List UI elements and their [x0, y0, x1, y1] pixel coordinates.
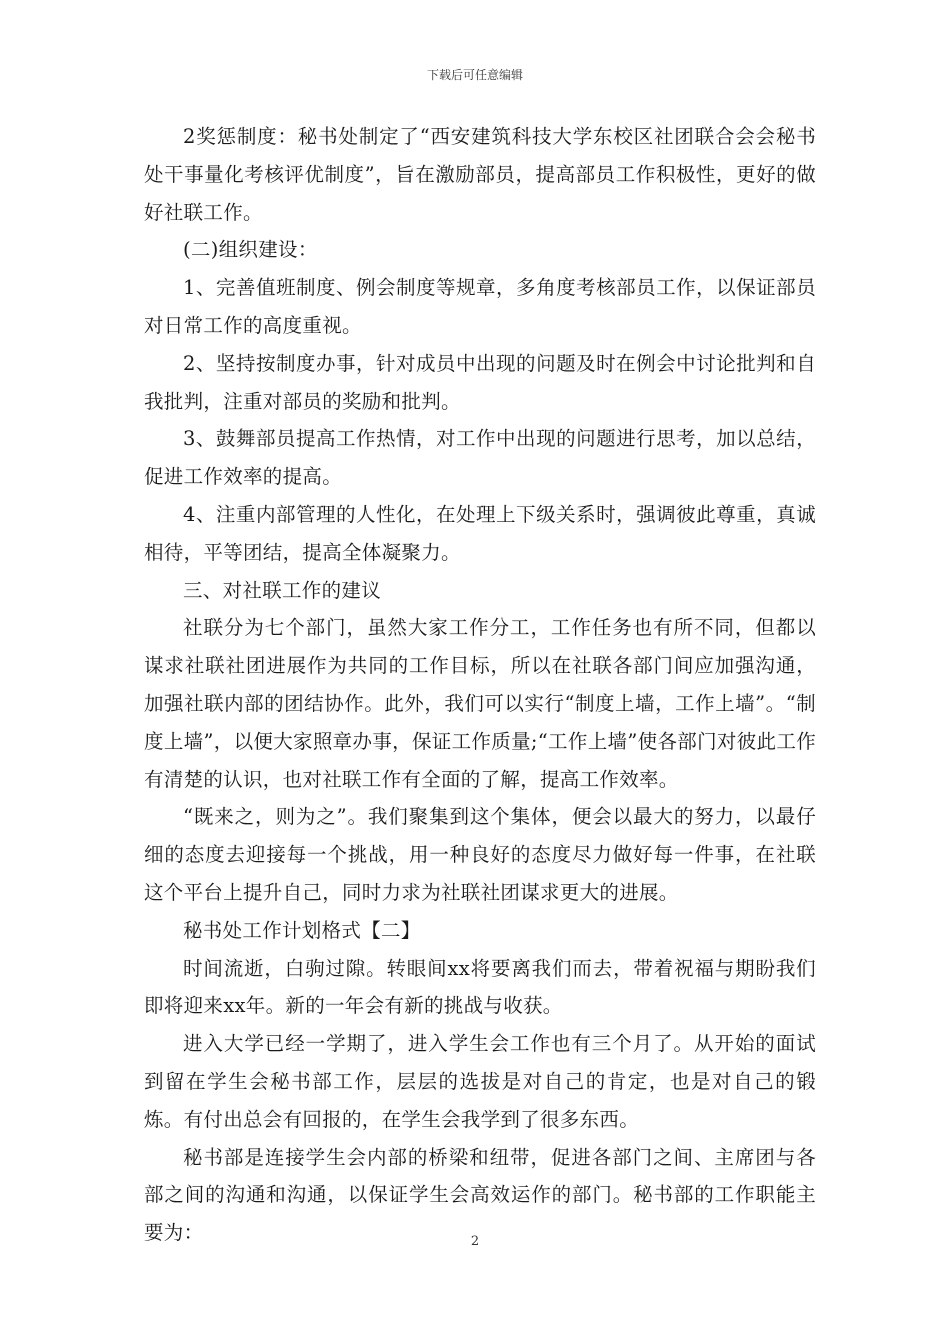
section-heading-organization: (二)组织建设：: [183, 238, 318, 262]
section-heading-plan-format-two: 秘书处工作计划格式【二】: [183, 918, 421, 942]
paragraph-commitment: “既来之，则为之”。我们聚集到这个集体，便会以最大的努力，以最仔细的态度去迎接每一个挑战，用一种良好的态度尽力做好每一件事，在社联这个平台上提升自己，同时力求为社联社团谋求更大的进展。: [144, 805, 816, 904]
list-item-2: 2、坚持按制度办事，针对成员中出现的问题及时在例会中讨论批判和自我批判，注重对部员的奖励和批判。: [144, 351, 816, 413]
document-body: [144, 118, 816, 1252]
paragraph-reward-system: 2奖惩制度：秘书处制定了“西安建筑科技大学东校区社团联合会会秘书处干事量化考核评优制度”，旨在激励部员，提高部员工作积极性，更好的做好社联工作。: [144, 125, 816, 224]
page-header-note: 下载后可任意编辑: [426, 68, 523, 82]
list-item-3: 3、鼓舞部员提高工作热情，对工作中出现的问题进行思考，加以总结，促进工作效率的提高。: [144, 427, 816, 489]
paragraph-secretariat-role: 秘书部是连接学生会内部的桥梁和纽带，促进各部门之间、主席团与各部之间的沟通和沟通，以保证学生会高效运作的部门。秘书部的工作职能主要为：: [144, 1145, 816, 1245]
section-heading-suggestions: 三、对社联工作的建议: [183, 578, 382, 602]
paragraph-time-passing: 时间流逝，白驹过隙。转眼间xx将要离我们而去，带着祝福与期盼我们即将迎来xx年。新的一年会有新的挑战与收获。: [144, 956, 816, 1018]
paragraph-university-experience: 进入大学已经一学期了，进入学生会工作也有三个月了。从开始的面试到留在学生会秘书部工作，层层的选拔是对自己的肯定，也是对自己的锻炼。有付出总会有回报的，在学生会我学到了很多东西。: [144, 1032, 816, 1131]
list-item-1: 1、完善值班制度、例会制度等规章，多角度考核部员工作，以保证部员对日常工作的高度重视。: [144, 276, 816, 337]
paragraph-suggestions: 社联分为七个部门，虽然大家工作分工，工作任务也有所不同，但都以谋求社联社团进展作为共同的工作目标，所以在社联各部门间应加强沟通，加强社联内部的团结协作。此外，我们可以实行“制度上墙，工作上墙”。“制度上墙”，以便大家照章办事，保证工作质量;“工作上墙”使各部门对彼此工作有清楚的认识，也对社联工作有全面的了解，提高工作效率。: [144, 616, 816, 791]
list-item-4: 4、注重内部管理的人性化，在处理上下级关系时，强调彼此尊重，真诚相待，平等团结，提高全体凝聚力。: [144, 502, 816, 564]
page-number: 2: [470, 1234, 480, 1249]
